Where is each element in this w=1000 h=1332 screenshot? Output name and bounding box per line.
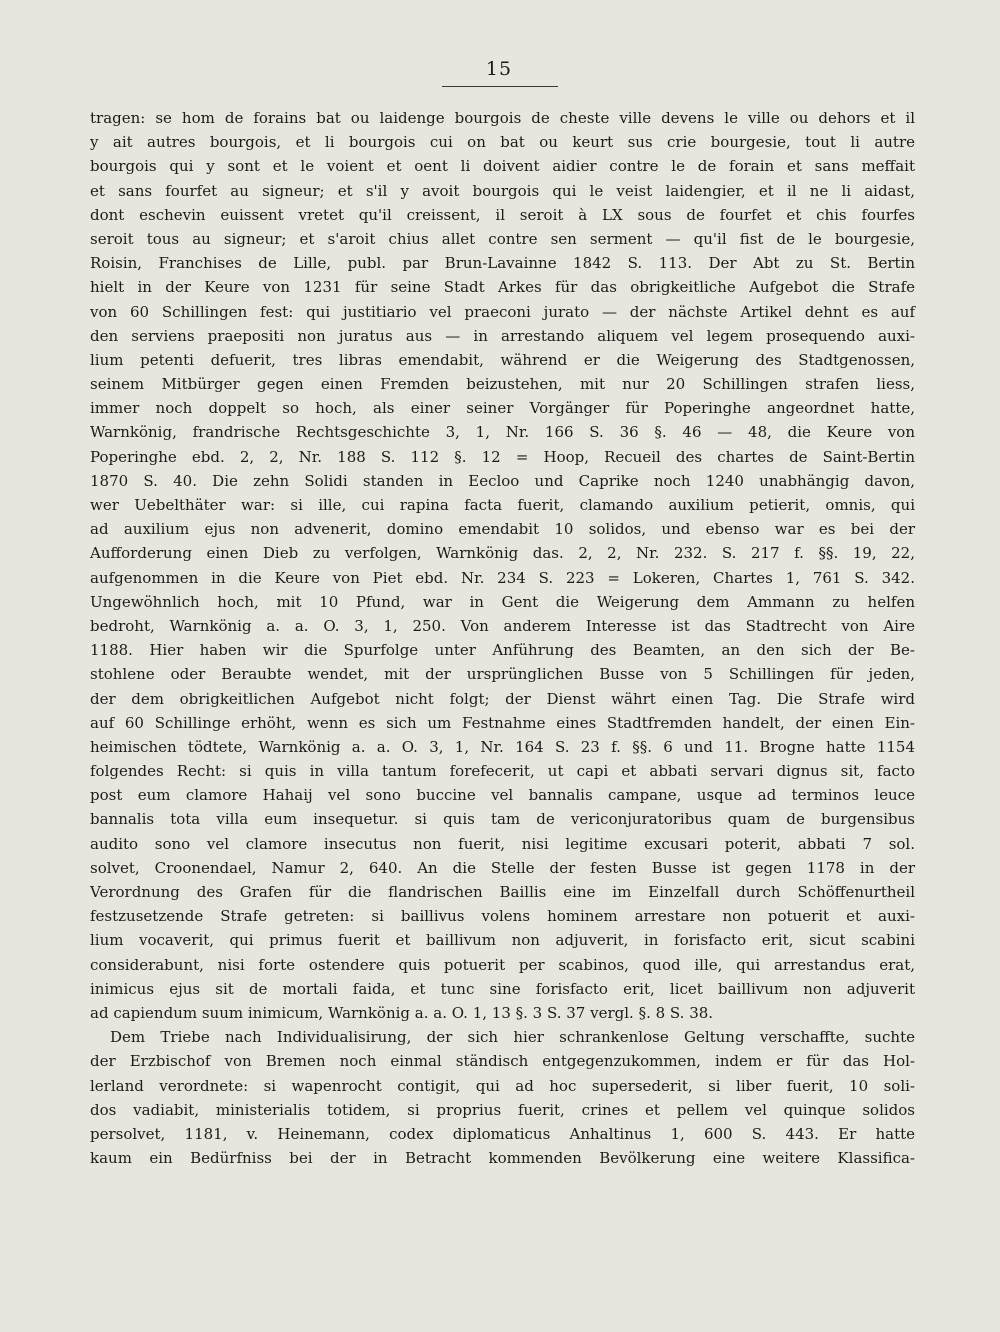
text-line: der Erzbischof von Bremen noch einmal ständisch entgegenzukommen, indem er für das Hol- [90,1052,915,1071]
text-line: bannalis tota villa eum insequetur. si quis tam de vericonjuratoribus quam de burgensibus [90,810,915,829]
text-line: stohlene oder Beraubte wendet, mit der ursprünglichen Busse von 5 Schillingen für jeden, [90,665,915,684]
text-line: y ait autres bourgois, et li bourgois cui on bat ou keurt sus crie bourgesie, tout li autre [90,133,915,152]
text-line: post eum clamore Hahaij vel sono buccine vel bannalis campane, usque ad terminos leuce [90,786,915,805]
text-line: Poperinghe ebd. 2, 2, Nr. 188 S. 112 §. 12 = Hoop, Recueil des chartes de Saint-Bertin [90,447,915,466]
text-line: dont eschevin euissent vretet qu'il creissent, il seroit à LX sous de fourfet et chis fourfes [90,205,915,224]
text-line: lium petenti defuerit, tres libras emendabit, während er die Weigerung des Stadtgenossen, [90,350,915,369]
body-text [90,106,915,1170]
text-line: wer Uebelthäter war: si ille, cui rapina facta fuerit, clamando auxilium petierit, omnis, qui [90,496,915,514]
text-line: Warnkönig, frandrische Rechtsgeschichte 3, 1, Nr. 166 S. 36 §. 46 — 48, die Keure von [90,423,915,442]
text-line: 1870 S. 40. Die zehn Solidi standen in Eecloo und Caprike noch 1240 unabhängig davon, [90,471,915,490]
text-line: et sans fourfet au signeur; et s'il y avoit bourgois qui le veist laidengier, et il ne li aidast, [90,181,915,200]
header-rule [442,86,558,87]
text-line: ad capiendum suum inimicum, Warnkönig a. a. O. 1, 13 §. 3 S. 37 vergl. §. 8 S. 38. [90,1003,714,1022]
text-line: tragen: se hom de forains bat ou laidenge bourgois de cheste ville devens le ville ou dehors et il [90,109,915,127]
text-line: kaum ein Bedürfniss bei der in Betracht kommenden Bevölkerung eine weitere Klassifica- [90,1149,915,1168]
text-line: den serviens praepositi non juratus aus — in arrestando aliquem vel legem prosequendo auxi- [90,326,915,345]
page-number: 15 [485,58,513,80]
text-line: 1188. Hier haben wir die Spurfolge unter Anführung des Beamten, an den sich der Be- [90,641,915,660]
text-line: heimischen tödtete, Warnkönig a. a. O. 3, 1, Nr. 164 S. 23 f. §§. 6 und 11. Brogne hatte 1154 [90,737,915,756]
text-line: immer noch doppelt so hoch, als einer seiner Vorgänger für Poperinghe angeordnet hatte, [90,399,915,418]
text-line: persolvet, 1181, v. Heinemann, codex diplomaticus Anhaltinus 1, 600 S. 443. Er hatte [90,1124,915,1143]
text-line: der dem obrigkeitlichen Aufgebot nicht folgt; der Dienst währt einen Tag. Die Strafe wird [90,689,915,708]
text-line: lerland verordnete: si wapenrocht contigit, qui ad hoc supersederit, si liber fuerit, 10 soli- [90,1076,915,1095]
text-line: Ungewöhnlich hoch, mit 10 Pfund, war in Gent die Weigerung dem Ammann zu helfen [90,592,915,611]
text-line: inimicus ejus sit de mortali faida, et tunc sine forisfacto erit, licet baillivum non adjuverit [90,979,915,998]
text-line: considerabunt, nisi forte ostendere quis potuerit per scabinos, quod ille, qui arrestandus erat, [90,955,915,974]
text-line: dos vadiabit, ministerialis totidem, si proprius fuerit, crines et pellem vel quinque solidos [90,1100,915,1119]
text-line: aufgenommen in die Keure von Piet ebd. Nr. 234 S. 223 = Lokeren, Chartes 1, 761 S. 342. [90,568,915,587]
text-line: von 60 Schillingen fest: qui justitiario vel praeconi jurato — der nächste Artikel dehnt es auf [90,302,915,321]
text-line: Roisin, Franchises de Lille, publ. par Brun-Lavainne 1842 S. 113. Der Abt zu St. Bertin [90,254,915,273]
text-line: bedroht, Warnkönig a. a. O. 3, 1, 250. Von anderem Interesse ist das Stadtrecht von Aire [90,616,915,635]
text-line: folgendes Recht: si quis in villa tantum forefecerit, ut capi et abbati servari dignus sit, facto [90,762,915,781]
text-line: auf 60 Schillinge erhöht, wenn es sich um Festnahme eines Stadtfremden handelt, der einen Ein- [90,713,915,732]
text-line: audito sono vel clamore insecutus non fuerit, nisi legitime excusari poterit, abbati 7 sol. [90,834,915,853]
text-line: Dem Triebe nach Individualisirung, der sich hier schrankenlose Geltung verschaffte, suchte [110,1028,915,1047]
text-line: Verordnung des Grafen für die flandrischen Baillis eine im Einzelfall durch Schöffenurtheil [90,883,915,901]
text-line: hielt in der Keure von 1231 für seine Stadt Arkes für das obrigkeitliche Aufgebot die Strafe [90,278,915,297]
text-line: Aufforderung einen Dieb zu verfolgen, Warnkönig das. 2, 2, Nr. 232. S. 217 f. §§. 19, 22, [90,544,915,563]
text-line: lium vocaverit, qui primus fuerit et baillivum non adjuverit, in forisfacto erit, sicut scabini [90,931,915,950]
text-line: seinem Mitbürger gegen einen Fremden beizustehen, mit nur 20 Schillingen strafen liess, [90,375,915,394]
text-line: ad auxilium ejus non advenerit, domino emendabit 10 solidos, und ebenso war es bei der [90,520,915,539]
text-line: solvet, Croonendael, Namur 2, 640. An die Stelle der festen Busse ist gegen 1178 in der [90,858,915,877]
text-line: seroit tous au signeur; et s'aroit chius allet contre sen serment — qu'il fist de le bourgesie, [90,229,915,248]
text-line: festzusetzende Strafe getreten: si baillivus volens hominem arrestare non potuerit et auxi- [90,907,915,926]
text-line: bourgois qui y sont et le voient et oent li doivent aidier contre le de forain et sans meffait [90,157,915,176]
